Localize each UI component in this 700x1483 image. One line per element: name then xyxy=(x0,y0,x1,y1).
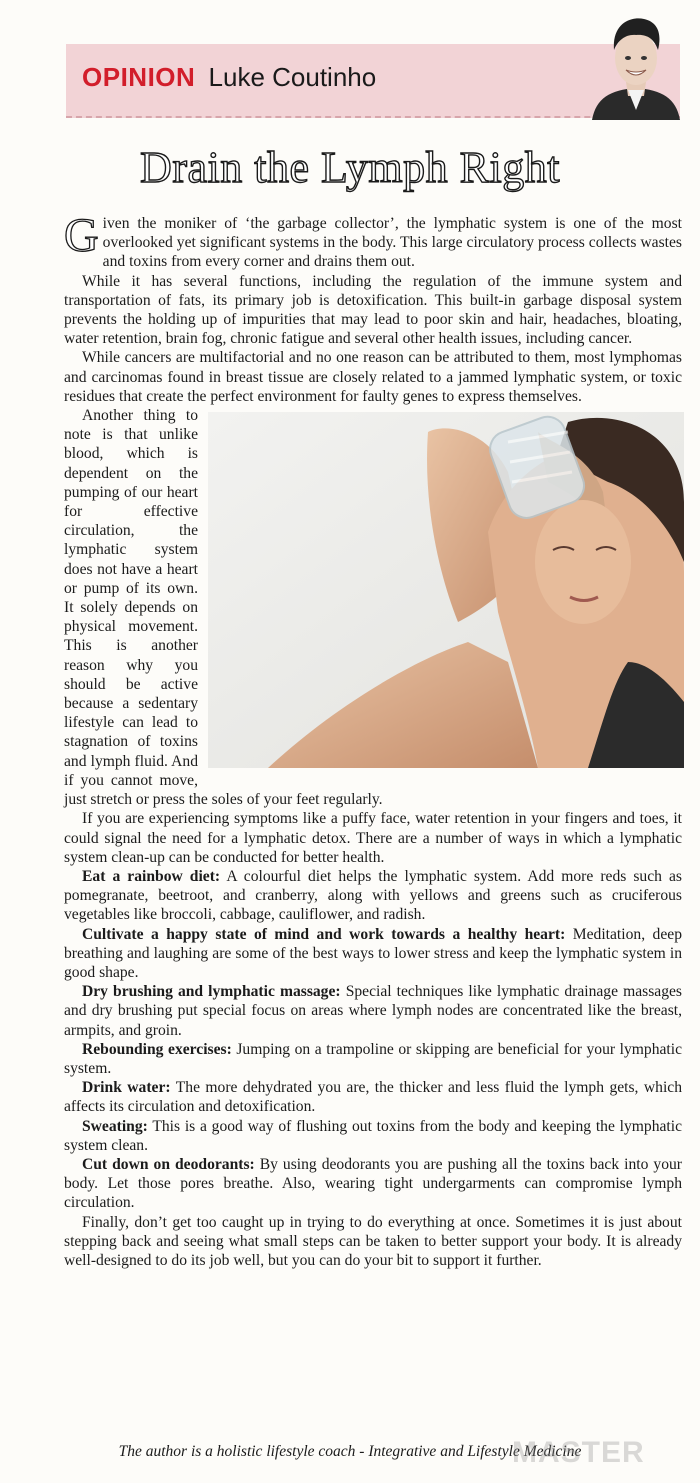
tip-paragraph: Cut down on deodorants: By using deodorants you are pushing all the toxins back into your body. Let those pores breathe. Also, wearing tight undergarments can compromise lymph circulation. xyxy=(64,1155,682,1212)
section-label: OPINION xyxy=(82,62,196,92)
tip-title: Sweating: xyxy=(82,1117,148,1135)
tip-title: Rebounding exercises: xyxy=(82,1040,232,1058)
paragraph: If you are experiencing symptoms like a puffy face, water retention in your fingers and toes, it could signal the need for a lymphatic detox. There are a number of ways in which a lymphatic system clean-up can be conducted for better health. xyxy=(64,810,682,866)
tip-title: Dry brushing and lymphatic massage: xyxy=(82,983,341,1001)
paragraph: Another thing to note is that unlike blood, which is dependent on the pumping of our heart for effective circulation, the lymphatic system does not have a heart or pump of its own. It solely depends on physical movement. This is another reason why you should be active because a sedentary lifestyle can lead to stagnation of toxins and lymph fluid. And if you cannot move, just stretch or press the soles of your feet regularly. xyxy=(64,407,383,809)
paragraph: While cancers are multifactorial and no one reason can be attributed to them, most lymphomas and carcinomas found in breast tissue are closely related to a jammed lymphatic system, or toxic residues that create the perfect environment for faulty genes to express themselves. xyxy=(64,349,682,405)
tip-title: Cultivate a happy state of mind and work towards a healthy heart: xyxy=(82,925,566,943)
tip-paragraph: Drink water: The more dehydrated you are, the thicker and less fluid the lymph gets, which affects its circulation and detoxification. xyxy=(64,1079,682,1116)
watermark: MASTER xyxy=(512,1436,645,1469)
paragraph-intro: Given the moniker of ‘the garbage collector’, the lymphatic system is one of the most overlooked yet significant systems in the body. This large circulatory process collects wastes and toxins from every corner and drains them out. xyxy=(64,209,682,271)
tip-paragraph: Cultivate a happy state of mind and work towards a healthy heart: Meditation, deep breathing and laughing are some of the best ways to lower stress and keep the lymphatic system in good shape. xyxy=(64,925,682,981)
drop-cap: G xyxy=(64,209,99,262)
closing-paragraph: Finally, don’t get too caught up in trying to do everything at once. Sometimes it is just about stepping back and seeing what small steps can be taken to better support your body. It is already well-designed to do its job well, but you can do your bit to support it further. xyxy=(64,1213,682,1269)
article-body xyxy=(64,209,682,1270)
article-photo xyxy=(208,412,684,768)
tip-paragraph: Dry brushing and lymphatic massage: Special techniques like lymphatic drainage massages and dry brushing put special focus on areas where lymph nodes are concentrated like the breast, armpits, and groin. xyxy=(64,983,682,1039)
tip-title: Cut down on deodorants: xyxy=(82,1155,255,1173)
tip-paragraph: Sweating: This is a good way of flushing out toxins from the body and keeping the lymphatic system clean. xyxy=(64,1117,682,1154)
tip-paragraph: Eat a rainbow diet: A colourful diet helps the lymphatic system. Add more reds such as pomegranate, beetroot, and cranberry, along with yellows and greens such as cruciferous vegetables like broccoli, cabbage, cauliflower, and radish. xyxy=(64,867,682,924)
column-kicker xyxy=(82,60,376,94)
author-headshot xyxy=(588,10,684,120)
paragraph: While it has several functions, including the regulation of the immune system and transportation of fats, its primary job is detoxification. This built-in garbage disposal system prevents the holding up of impurities that may lead to poor skin and hair, headaches, bloating, water retention, brain fog, chronic fatigue and several other health issues, including cancer. xyxy=(64,272,682,348)
author-name: Luke Coutinho xyxy=(208,62,377,92)
headline: Drain the Lymph Right xyxy=(140,143,560,192)
tip-title: Eat a rainbow diet: xyxy=(82,867,221,885)
tip-paragraph: Rebounding exercises: Jumping on a trampoline or skipping are beneficial for your lymphatic system. xyxy=(64,1040,682,1077)
author-note: The author is a holistic lifestyle coach - Integrative and Lifestyle Medicine xyxy=(118,1443,582,1460)
tip-title: Drink water: xyxy=(82,1079,171,1097)
